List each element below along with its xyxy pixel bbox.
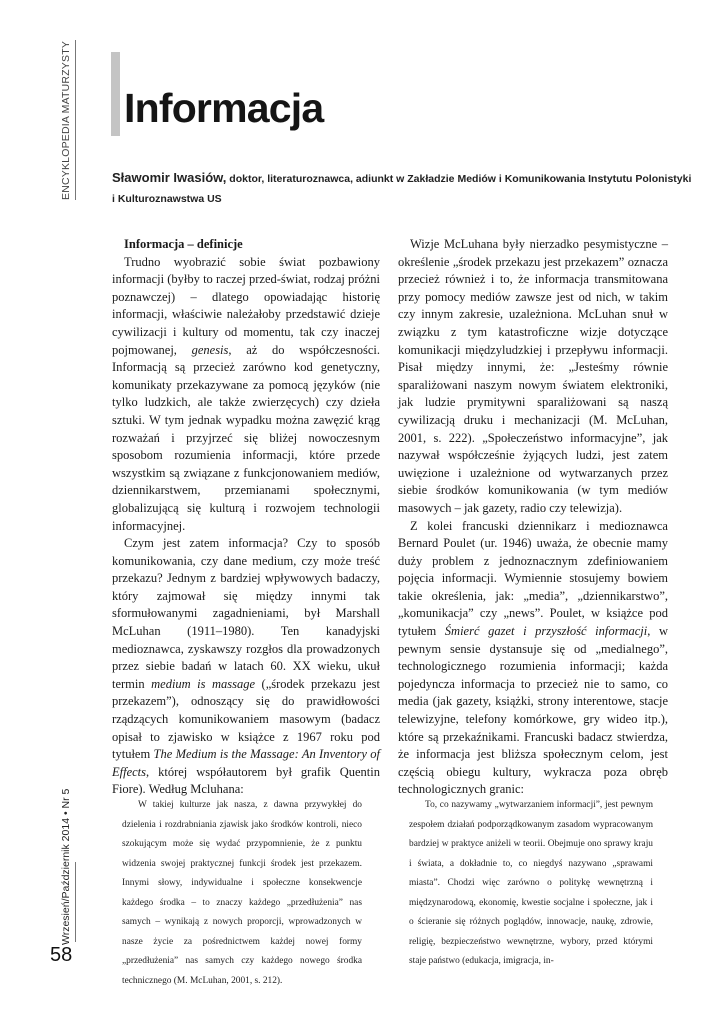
issue-label: Wrzesień/Październik 2014 • Nr 5 bbox=[60, 788, 72, 945]
encyclopedia-label: ENCYKLOPEDIA MATURZYSTY bbox=[60, 40, 72, 200]
right-column bbox=[398, 236, 668, 799]
quote-text: To, co nazywamy „wytwarzaniem informacji”, jest pewnym zespołem działań podporządkowanym zasadom wypracowanym bardziej w praktyce aniżeli w teorii. Obejmuje ono sprawy kraju i świata, a dokładnie to, co niegdyś nazywano „sprawami miasta”. Chodzi więc zarówno o politykę wewnętrzną i międzynarodową, ekonomię, kwestie socjalne i społeczne, jak i o ścieranie się różnych poglądów, innowacje, naukę, zdrowie, religię, bezpieczeństwo wewnętrzne, wybory, przed którymi staje państwo (edukacja, imigracja, in- bbox=[409, 800, 653, 966]
text-run: , której współautorem był grafik Quentin Fiore). Według Mcluhana: bbox=[112, 764, 380, 797]
sidebar-rule-top bbox=[75, 40, 76, 200]
quote-text: W takiej kulturze jak nasza, z dawna przywykłej do dzielenia i rozdrabniania zjawisk jako środków kontroli, nieco szokującym może się wydać przypomnienie, że z punktu widzenia swojej praktycznej funkcji środek jest przekazem. Innymi słowy, indywidualne i społeczne konsekwencje każdego środka – to znaczy każdego „przedłużenia” nas samych – wynikają z nowych proporcji, wprowadzonych w nasze życie za pośrednictwem każdej nowej formy „przedłużenia” nas samych czy każdego nowego środka technicznego (M. McLuhan, 2001, s. 212). bbox=[122, 800, 362, 986]
paragraph bbox=[398, 518, 668, 800]
text-run: , aż do współczesności. Informacją są przecież zarówno kod genetyczny, komunikaty przekazywane za pomocą języków (nie tylko ludzkich, ale także zwierzęcych) czy dzieła sztuki. W tym jednak wypadku można zawęzić krąg rozważań i przyjrzeć się bliżej nowoczesnym sposobom rozumienia informacji, które przede wszystkim są związane z funkcjonowaniem mediów, dziennikarstwem, przemianami społecznymi, globalizującą się kulturą i rozwojem technologii informacyjnej. bbox=[112, 342, 381, 533]
author-affiliation: doktor, literaturoznawca, adiunkt w Zakładzie Mediów i Komunikowania Instytutu Polonistyki i Kulturoznawstwa US bbox=[112, 173, 692, 205]
section-heading: Informacja – definicje bbox=[124, 237, 243, 251]
sidebar-rule-bottom bbox=[75, 862, 76, 942]
author-name: Sławomir Iwasiów, bbox=[112, 170, 227, 185]
italic-text: genesis bbox=[191, 342, 229, 357]
paragraph: Wizje McLuhana były nierzadko pesymistyczne – określenie „środek przekazu jest przekazem” oznacza przecież również i to, że informacja transmitowana przy pomocy mediów zawsze jest od nich, w takim czy innym zakresie, uzależniona. McLuhan snuł w związku z tym katastroficzne wizje dotyczące komunikacji międzyludzkiej i przepływu informacji. Pisał między innymi, że: „Jesteśmy równie sparaliżowani naszym nowym światem elektroniki, jak ludzie prymitywni sparaliżowani są naszą cywilizacją druku i mechanizacji (M. McLuhan, 2001, s. 222). „Społeczeństwo informacyjne”, jak nazywał współcześnie żyjących ludzi, jest zatem uwięzione i uzależnione od wytwarzanych przez siebie środków komunikowania (w tym mediów masowych – jak gazety, radio czy telewizja). bbox=[398, 237, 668, 515]
text-run: Z kolei francuski dziennikarz i medioznawca Bernard Poulet (ur. 1946) uważa, że obecnie mamy duży problem z jednoznacznym zdefiniowaniem pojęcia informacji. Wymiennie stosujemy bowiem takie określenia, jak: „media”, „dziennikarstwo”, „komunikacja” czy „news”. Poulet, w książce pod tytułem bbox=[398, 518, 668, 639]
article-title: Informacja bbox=[124, 85, 324, 131]
block-quote-left bbox=[122, 796, 362, 991]
title-accent-bar bbox=[111, 52, 120, 136]
text-run: , w pewnym sensie dystansuje się od „medialnego”, technologicznego rozumienia informacji; każda pojedyncza informacja to przecież nie to samo, co media (jak gazety, książki, strony interentowe, stacje telewizyjne, telefony komórkowe, gry wideo itp.), które są przekaźnikami. Francuski badacz stwierdza, że informacja jest bliższa społecznym celom, jest częścią obiegu kultury, wykracza poza obręb technologicznych granic: bbox=[398, 624, 669, 797]
text-run: Czym jest zatem informacja? Czy to sposób komunikowania, czy dane medium, czy może treść przekazu? Jednym z bardziej wpływowych badaczy, który zajmował się między innymi tak sformułowanymi zagadnieniami, był Marshall McLuhan (1911–1980). Ten kanadyjski medioznawca, zyskawszy rozgłos dla prowadzonych przez siebie badań w latach 60. XX wieku, ukuł termin bbox=[112, 536, 380, 691]
italic-text: The Medium is the Massage: An Inventory of Effects bbox=[112, 747, 380, 779]
paragraph bbox=[112, 254, 380, 536]
italic-text: medium is massage bbox=[151, 676, 256, 691]
page-number: 58 bbox=[50, 944, 73, 966]
text-run: („środek przekazu jest przekazem”), odnoszący się do prawidłowości rządzących komunikowaniem masowym (badacz opisał to zjawisko w książce z 1967 roku pod tytułem bbox=[112, 676, 381, 762]
italic-text: Śmierć gazet i przyszłość informacji bbox=[444, 624, 648, 639]
block-quote-right bbox=[409, 796, 653, 972]
left-column bbox=[112, 236, 380, 799]
text-run: Trudno wyobrazić sobie świat pozbawiony informacji (byłby to raczej przed-świat, rodzaj próżni poznawczej) – dlatego opowiadając historię informacji, właściwie należałoby przedstawić dzieje cywilizacji i kultury od momentu, tak czy inaczej pojmowanej, bbox=[112, 254, 380, 357]
author-byline bbox=[112, 168, 692, 209]
paragraph bbox=[112, 535, 380, 799]
